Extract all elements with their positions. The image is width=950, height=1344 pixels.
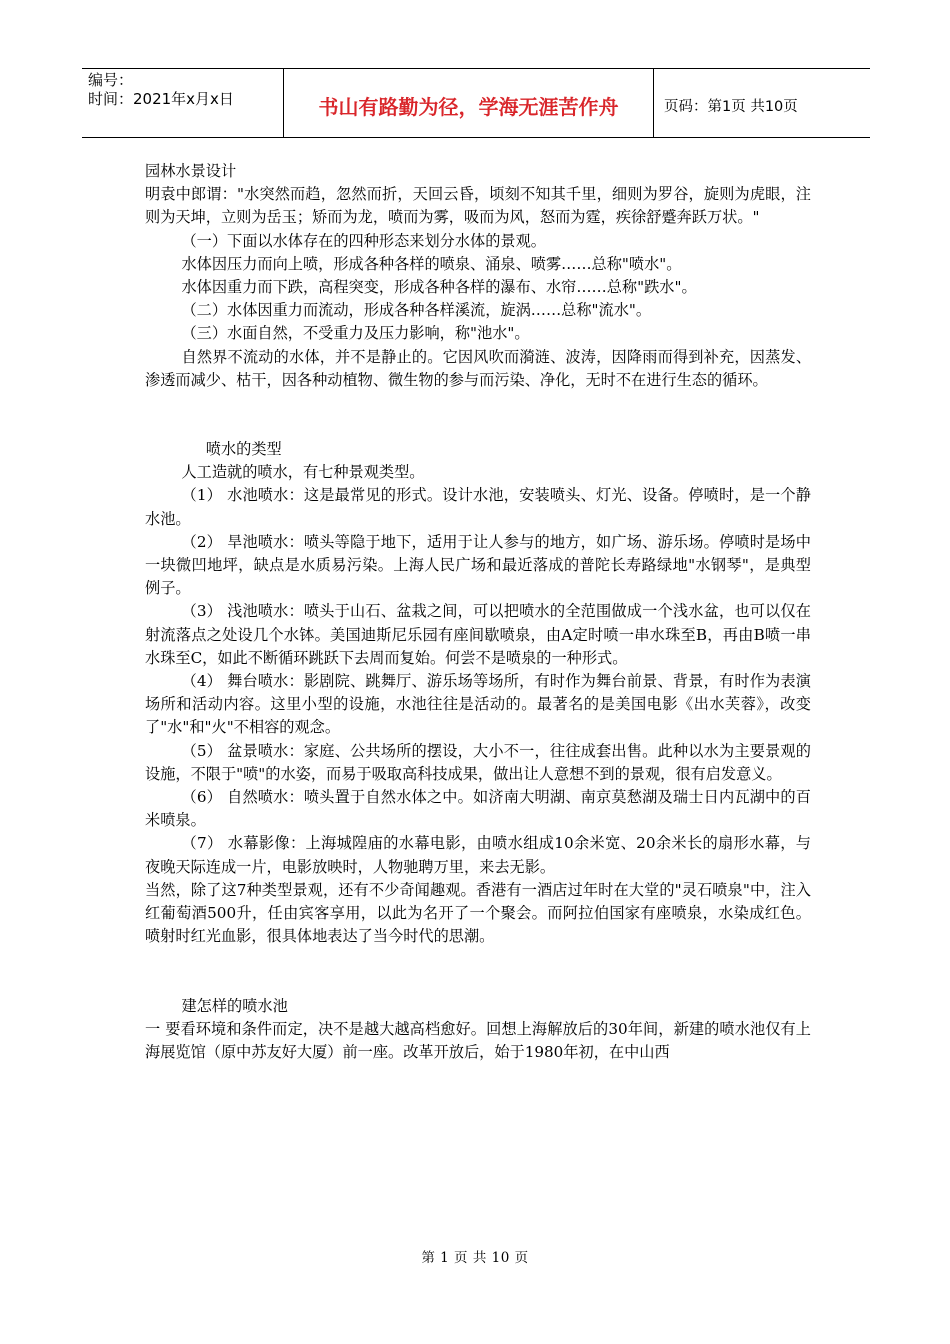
header-motto: 书山有路勤为径，学海无涯苦作舟 [284,69,654,137]
paragraph: 当然，除了这7种类型景观，还有不少奇闻趣观。香港有一酒店过年时在大堂的"灵石喷泉"中，注入红葡萄酒500升，任由宾客享用，以此为名开了一个聚会。而阿拉伯国家有座喷泉，水染成红色。喷射时红光血影，很具体地表达了当今时代的思潮。 [145,880,811,946]
list-item: （2） 旱池喷水：喷头等隐于地下，适用于让人参与的地方，如广场、游乐场。停喷时是场中一块微凹地坪，缺点是水质易污染。上海人民广场和最近落成的普陀长寿路绿地"水钢琴"，是典型例子。 [145,532,811,598]
list-item: （3） 浅池喷水：喷头于山石、盆栽之间，可以把喷水的全范围做成一个浅水盆，也可以仅在射流落点之处设几个水钵。美国迪斯尼乐园有座间歇喷泉，由A定时喷一串水珠至B，再由B喷一串水珠至C，如此不断循环跳跃下去周而复始。何尝不是喷泉的一种形式。 [145,602,811,667]
list-item: （7） 水幕影像：上海城隍庙的水幕电影，由喷水组成10余米宽、20余米长的扇形水幕，与夜晚天际连成一片，电影放映时，人物驰聘万里，来去无影。 [145,834,811,876]
section-title: 园林水景设计 [145,162,237,180]
paragraph: （一）下面以水体存在的四种形态来划分水体的景观。 [181,231,546,250]
spacer [145,949,811,995]
paragraph: 水体因压力而向上喷，形成各种各样的喷泉、涌泉、喷雾……总称"喷水"。 [181,254,682,273]
document-body [145,160,811,1064]
header-page-number: 页码：第1页 共10页 [664,98,798,115]
paragraph: （三）水面自然，不受重力及压力影响，称"池水"。 [181,324,530,343]
paragraph: 人工造就的喷水，有七种景观类型。 [181,463,425,482]
page-footer: 第 1 页 共 10 页 [421,1250,529,1266]
paragraph: 水体因重力而下跌，高程突变，形成各种各样的瀑布、水帘……总称"跌水"。 [181,278,697,297]
document-header [82,68,870,138]
list-item: （6） 自然喷水：喷头置于自然水体之中。如济南大明湖、南京莫愁湖及瑞士日内瓦湖中的百米喷泉。 [145,788,811,830]
section-title: 喷水的类型 [205,440,282,459]
paragraph: 明袁中郎谓："水突然而趋，忽然而折，天回云昏，顷刻不知其千里，细则为罗谷，旋则为虎眼，注则为天坤，立则为岳玉；矫而为龙，喷而为雾，吸而为风，怒而为霆，疾徐舒蹙奔跃万状。" [145,185,811,227]
header-info-cell [82,69,284,137]
document-date-label: 时间：2021年x月x日 [88,90,234,108]
paragraph: 一 要看环境和条件而定，决不是越大越高档愈好。回想上海解放后的30年间，新建的喷水池仅有上海展览馆（原中苏友好大厦）前一座。改革开放后，始于1980年初，在中山西 [145,1019,811,1061]
list-item: （5） 盆景喷水：家庭、公共场所的摆设，大小不一，往往成套出售。此种以水为主要景观的设施，不限于"喷"的水姿，而易于吸取高科技成果，做出让人意想不到的景观，很有启发意义。 [145,741,811,783]
list-item: （1） 水池喷水：这是最常见的形式。设计水池，安装喷头、灯光、设备。停喷时，是一个静水池。 [145,486,811,528]
section-title: 建怎样的喷水池 [181,996,288,1015]
paragraph: （二）水体因重力而流动，形成各种各样溪流，旋涡……总称"流水"。 [181,301,652,320]
list-item: （4） 舞台喷水：影剧院、跳舞厅、游乐场等场所，有时作为舞台前景、背景，有时作为表演场所和活动内容。这里小型的设施，水池往往是活动的。最著名的是美国电影《出水芙蓉》，改变了"水"和"火"不相容的观念。 [145,672,811,737]
paragraph: 自然界不流动的水体，并不是静止的。它因风吹而漪涟、波涛，因降雨而得到补充，因蒸发、渗透而减少、枯干，因各种动植物、微生物的参与而污染、净化，无时不在进行生态的循环。 [145,347,811,389]
document-number-label: 编号： [88,71,134,89]
spacer [145,392,811,438]
